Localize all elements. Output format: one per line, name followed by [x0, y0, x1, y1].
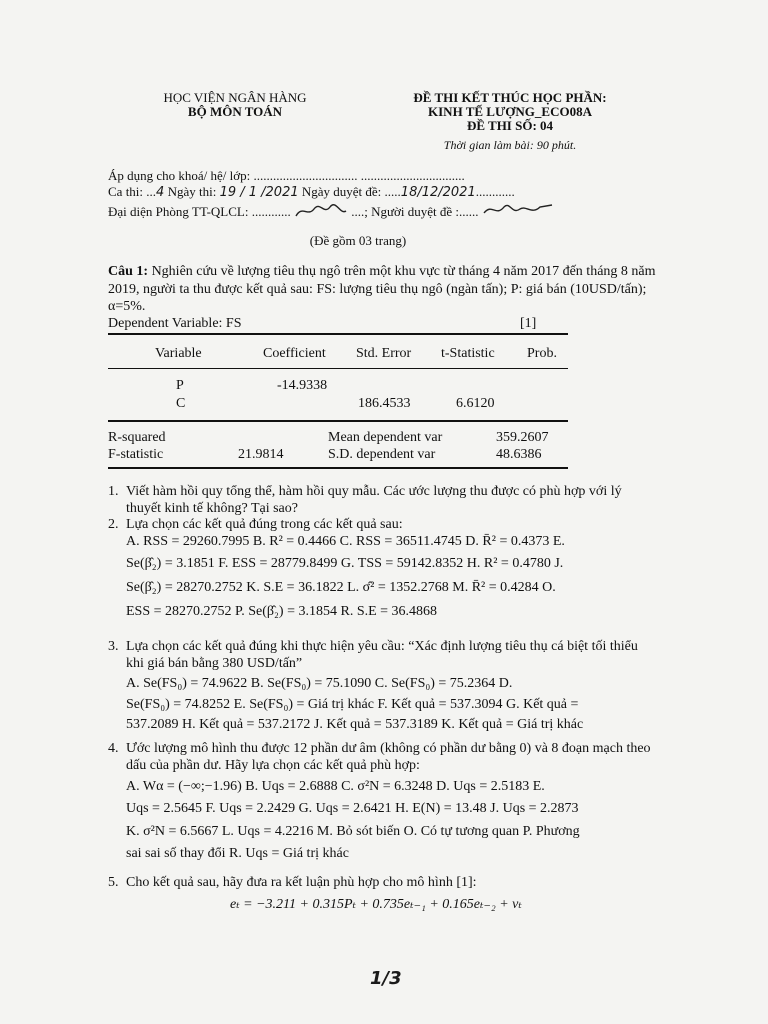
model-tag: [1]	[520, 316, 537, 331]
item4-line1: Ước lượng mô hình thu được 12 phần dư âm (không có phần dư bằng 0) và 8 đoạn mạch theo	[126, 741, 651, 756]
session-label: Ca thi:	[108, 184, 144, 199]
row-se-c: 186.4533	[358, 396, 411, 411]
course-name: KINH TẾ LƯỢNG_ECO08A	[428, 104, 592, 119]
row-var-c: C	[176, 396, 186, 411]
table-rule-mid	[108, 368, 568, 369]
item2-options-4: ESS = 28270.2752 P. Se(β̂₂) = 3.1854 R. S.E = 36.4868	[126, 604, 438, 619]
row-coef-p: -14.9338	[277, 378, 328, 393]
item3-options-1: A. Se(FS₀) = 74.9622 B. Se(FS₀) = 75.1090 C. Se(FS₀) = 75.2364 D.	[126, 676, 513, 691]
institution-name: HỌC VIỆN NGÂN HÀNG	[163, 90, 307, 105]
q1-line2: 2019, người ta thu được kết quả sau: FS: lượng tiêu thụ ngô (ngàn tấn); P: giá bán (10USD/tấn);	[108, 282, 647, 297]
item2-num: 2.	[108, 517, 119, 532]
row-var-p: P	[176, 378, 184, 393]
item2-text: Lựa chọn các kết quả đúng trong các kết quả sau:	[126, 517, 403, 532]
item2-options-3: Se(β̂₂) = 28270.2752 K. S.E = 36.1822 L. σ̂² = 1352.2768 M. R̄² = 0.4284 O.	[126, 580, 556, 595]
department-name: BỘ MÔN TOÁN	[187, 104, 283, 119]
q1-label: Câu 1:	[108, 264, 149, 279]
page-mark: 1/3	[370, 968, 402, 989]
stat-mean-dep-value: 359.2607	[496, 430, 549, 445]
header-t-statistic: t-Statistic	[441, 346, 495, 361]
item2-options-2: Se(β̂₂) = 3.1851 F. ESS = 28779.8499 G. TSS = 59142.8352 H. R² = 0.4780 J.	[126, 556, 564, 571]
item2-options-1: A. RSS = 29260.7995 B. R² = 0.4466 C. RSS = 36511.4745 D. R̄² = 0.4373 E.	[126, 534, 565, 549]
table-rule-bottom	[108, 467, 568, 469]
table-rule-stats	[108, 420, 568, 422]
item4-options-3: K. σ²N = 6.5667 L. Uqs = 4.2216 M. Bỏ sót biến O. Có tự tương quan P. Phương	[126, 824, 580, 839]
qa-line	[108, 201, 554, 220]
item3-num: 3.	[108, 639, 119, 654]
stat-mean-dep-label: Mean dependent var	[328, 430, 443, 445]
item1-line1: Viết hàm hồi quy tổng thể, hàm hồi quy mẫu. Các ước lượng thu được có phù hợp với lý	[126, 484, 622, 499]
date-value: 19 / 1 /2021	[219, 185, 299, 200]
item5-num: 5.	[108, 875, 119, 890]
header-std-error: Std. Error	[356, 346, 412, 361]
header-variable: Variable	[155, 346, 202, 361]
item4-options-4: sai sai số thay đổi R. Uqs = Giá trị khác	[126, 846, 349, 861]
exam-title: ĐỀ THI KẾT THÚC HỌC PHẦN:	[413, 90, 607, 105]
session-line: Ca thi: ...4 Ngày thi: 19 / 1 /2021 Ngày duyệt đề: .....18/12/2021............	[108, 184, 515, 200]
stat-r-squared-label: R-squared	[108, 430, 166, 445]
row-t-c: 6.6120	[456, 396, 495, 411]
approve-date-value: 18/12/2021	[400, 185, 476, 200]
item4-line2: dấu của phần dư. Hãy lựa chọn các kết quả phù hợp:	[126, 758, 420, 773]
item4-options-1: A. Wα = (−∞;−1.96) B. Uqs = 2.6888 C. σ²N = 6.3248 D. Uqs = 2.5183 E.	[126, 779, 545, 794]
q1-line1	[108, 262, 656, 282]
item3-options-2: Se(FS₀) = 74.8252 E. Se(FS₀) = Giá trị khác F. Kết quả = 537.3094 G. Kết quả =	[126, 697, 579, 712]
header-coefficient: Coefficient	[263, 346, 326, 361]
stat-sd-dep-label: S.D. dependent var	[328, 447, 436, 462]
item5-text: Cho kết quả sau, hãy đưa ra kết luận phù hợp cho mô hình [1]:	[126, 875, 477, 890]
date-label: Ngày thi:	[167, 184, 217, 199]
item4-options-2: Uqs = 2.5645 F. Uqs = 2.2429 G. Uqs = 2.6421 H. E(N) = 13.48 J. Uqs = 2.2873	[126, 801, 579, 816]
header-prob: Prob.	[527, 346, 557, 361]
qa-label: Đại diện Phòng TT-QLCL: ............	[108, 204, 291, 219]
item4-num: 4.	[108, 741, 119, 756]
q1-text: Nghiên cứu về lượng tiêu thụ ngô trên một khu vực từ tháng 4 năm 2017 đến tháng 8 năm	[148, 264, 656, 279]
approve-date-label: Ngày duyệt đề:	[301, 184, 382, 199]
duration: Thời gian làm bài: 90 phút.	[443, 138, 577, 152]
item1-line2: thuyết kinh tế không? Tại sao?	[126, 501, 298, 516]
q1-line3: α=5%.	[108, 299, 146, 314]
qa-tail: ....; Người duyệt đề :......	[351, 204, 479, 219]
item3-options-3: 537.2089 H. Kết quả = 537.2172 J. Kết quả = 537.3189 K. Kết quả = Giá trị khác	[126, 717, 584, 732]
item3-line2: khi giá bán bằng 380 USD/tấn”	[126, 656, 303, 671]
signature-2	[482, 201, 554, 219]
item3-line1: Lựa chọn các kết quả đúng khi thực hiện yêu cầu: “Xác định lượng tiêu thụ cá biệt tối thiểu	[126, 639, 638, 654]
session-value: 4	[156, 185, 165, 200]
signature-1	[294, 203, 348, 219]
pages-note: (Đề gồm 03 trang)	[309, 233, 407, 248]
stat-f-label: F-statistic	[108, 447, 164, 462]
exam-number: ĐỀ THI SỐ: 04	[466, 118, 554, 133]
item1-num: 1.	[108, 484, 119, 499]
stat-f-value: 21.9814	[238, 447, 284, 462]
table-rule-top	[108, 333, 568, 335]
item5-equation: eₜ = −3.211 + 0.315Pₜ + 0.735eₜ₋₁ + 0.165eₜ₋₂ + vₜ	[230, 897, 522, 912]
apply-line: Áp dụng cho khoá/ hệ/ lớp: ................................ ................................	[108, 168, 465, 183]
dependent-variable: Dependent Variable: FS	[108, 316, 242, 331]
stat-sd-dep-value: 48.6386	[496, 447, 542, 462]
